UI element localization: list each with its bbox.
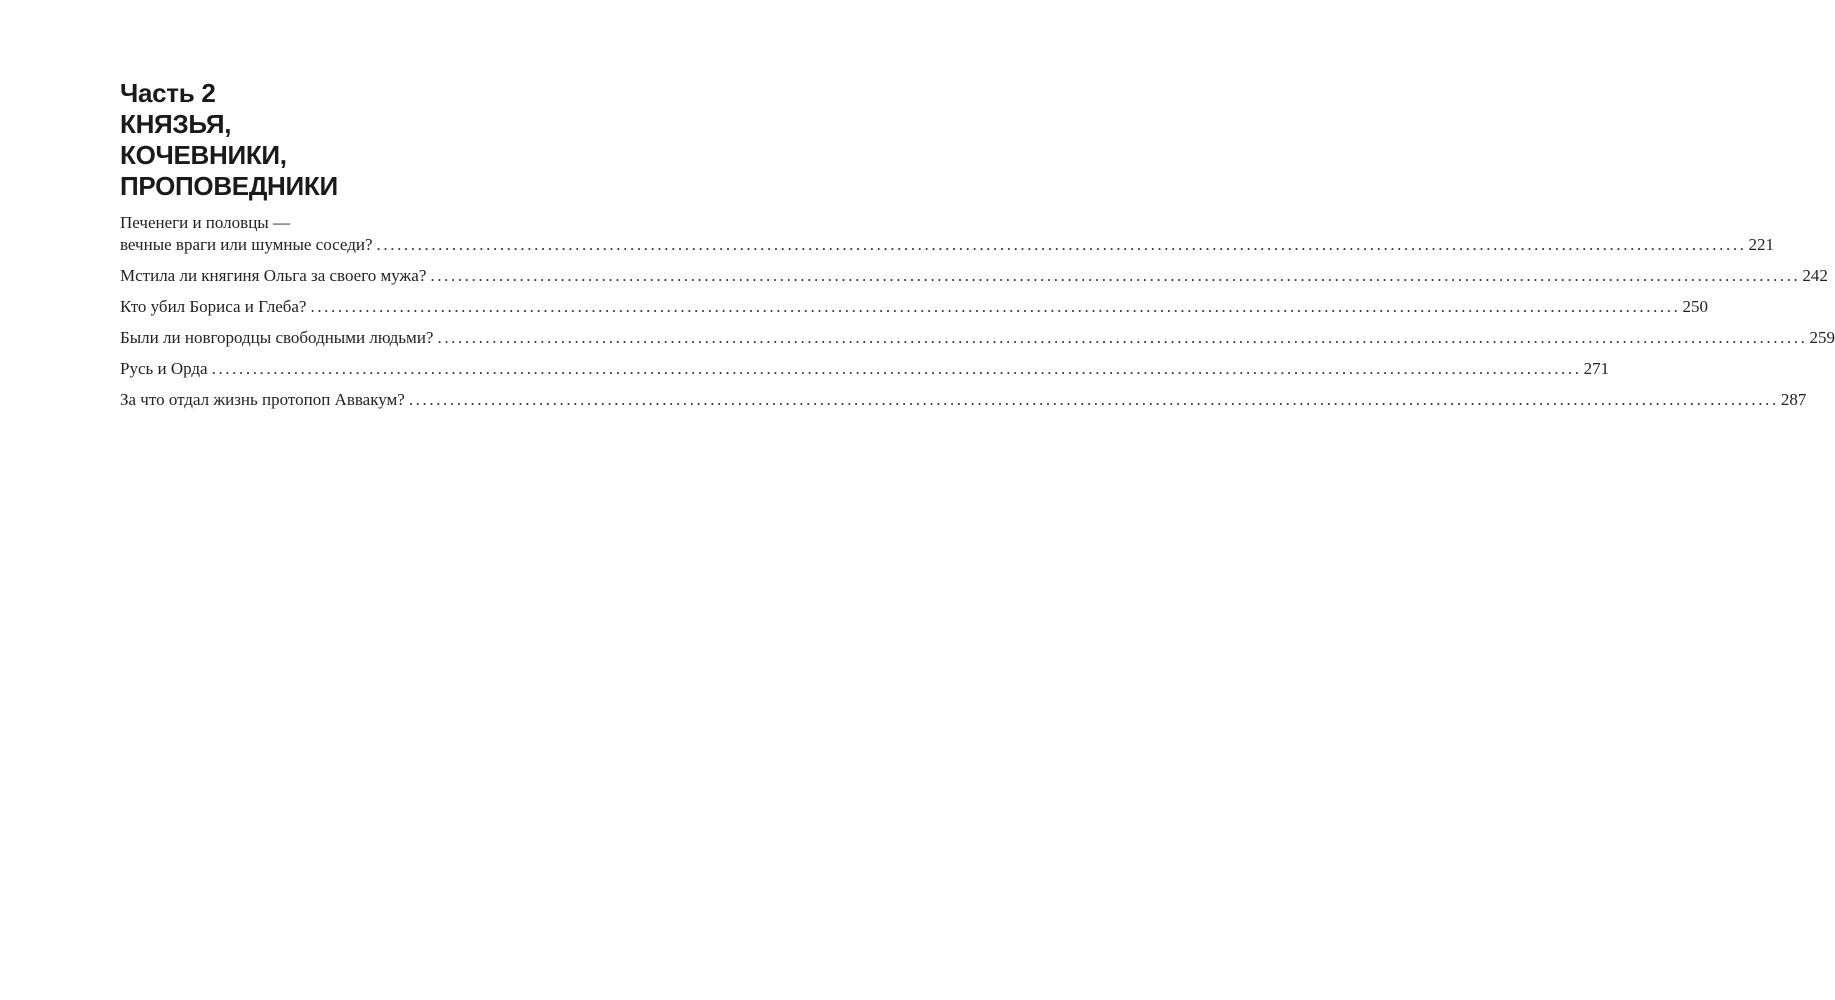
toc-entry-rus-orda[interactable] (120, 358, 1610, 380)
toc-leader-dots: ........................................................................................................................................................................................................ (376, 235, 1747, 254)
toc-page (120, 78, 1835, 420)
toc-leader-dots: ........................................................................................................................................................................................................ (430, 266, 1801, 285)
toc-entry-pre-text: Печенеги и половцы — (120, 213, 290, 232)
toc-entry-title: Были ли новгородцы свободными людьми? (120, 328, 434, 347)
toc-leader-dots: ........................................................................................................................................................................................................ (408, 390, 1779, 409)
toc-line (120, 296, 1708, 318)
toc-leader-dots: ........................................................................................................................................................................................................ (310, 297, 1681, 316)
toc-line (120, 358, 1610, 380)
part-title-line-3: ПРОПОВЕДНИКИ (120, 171, 338, 201)
toc-line (120, 389, 1807, 411)
toc-entry-avvakum[interactable] (120, 389, 1807, 411)
toc-page-number: 221 (1748, 235, 1775, 254)
toc-entry-title: Кто убил Бориса и Глеба? (120, 297, 307, 316)
toc-page-number: 287 (1780, 390, 1807, 409)
toc-line (120, 327, 1835, 349)
part-heading (120, 78, 644, 202)
part-title-line-1: КНЯЗЬЯ, (120, 109, 232, 139)
table-of-contents (120, 212, 1835, 411)
toc-page-number: 259 (1809, 328, 1835, 347)
toc-entry-novgorod[interactable] (120, 327, 1835, 349)
part-number: Часть 2 (120, 78, 216, 108)
toc-entry-boris-gleb[interactable] (120, 296, 1708, 318)
toc-line (120, 265, 1828, 287)
toc-entry-title: Русь и Орда (120, 359, 208, 378)
toc-line (120, 234, 1775, 256)
toc-entry-title: Мстила ли княгиня Ольга за своего мужа? (120, 266, 427, 285)
toc-page-number: 250 (1682, 297, 1708, 316)
toc-leader-dots: ........................................................................................................................................................................................................ (211, 359, 1582, 378)
toc-entry-olga[interactable] (120, 265, 1828, 287)
toc-entry-title: вечные враги или шумные соседи? (120, 235, 373, 254)
toc-entry-title: За что отдал жизнь протопоп Аввакум? (120, 390, 405, 409)
toc-page-number: 242 (1802, 266, 1828, 285)
part-title-line-2: КОЧЕВНИКИ, (120, 140, 287, 170)
toc-page-number: 271 (1583, 359, 1610, 378)
toc-entry-pechenegi[interactable] (120, 212, 1775, 256)
toc-leader-dots: ........................................................................................................................................................................................................ (437, 328, 1808, 347)
